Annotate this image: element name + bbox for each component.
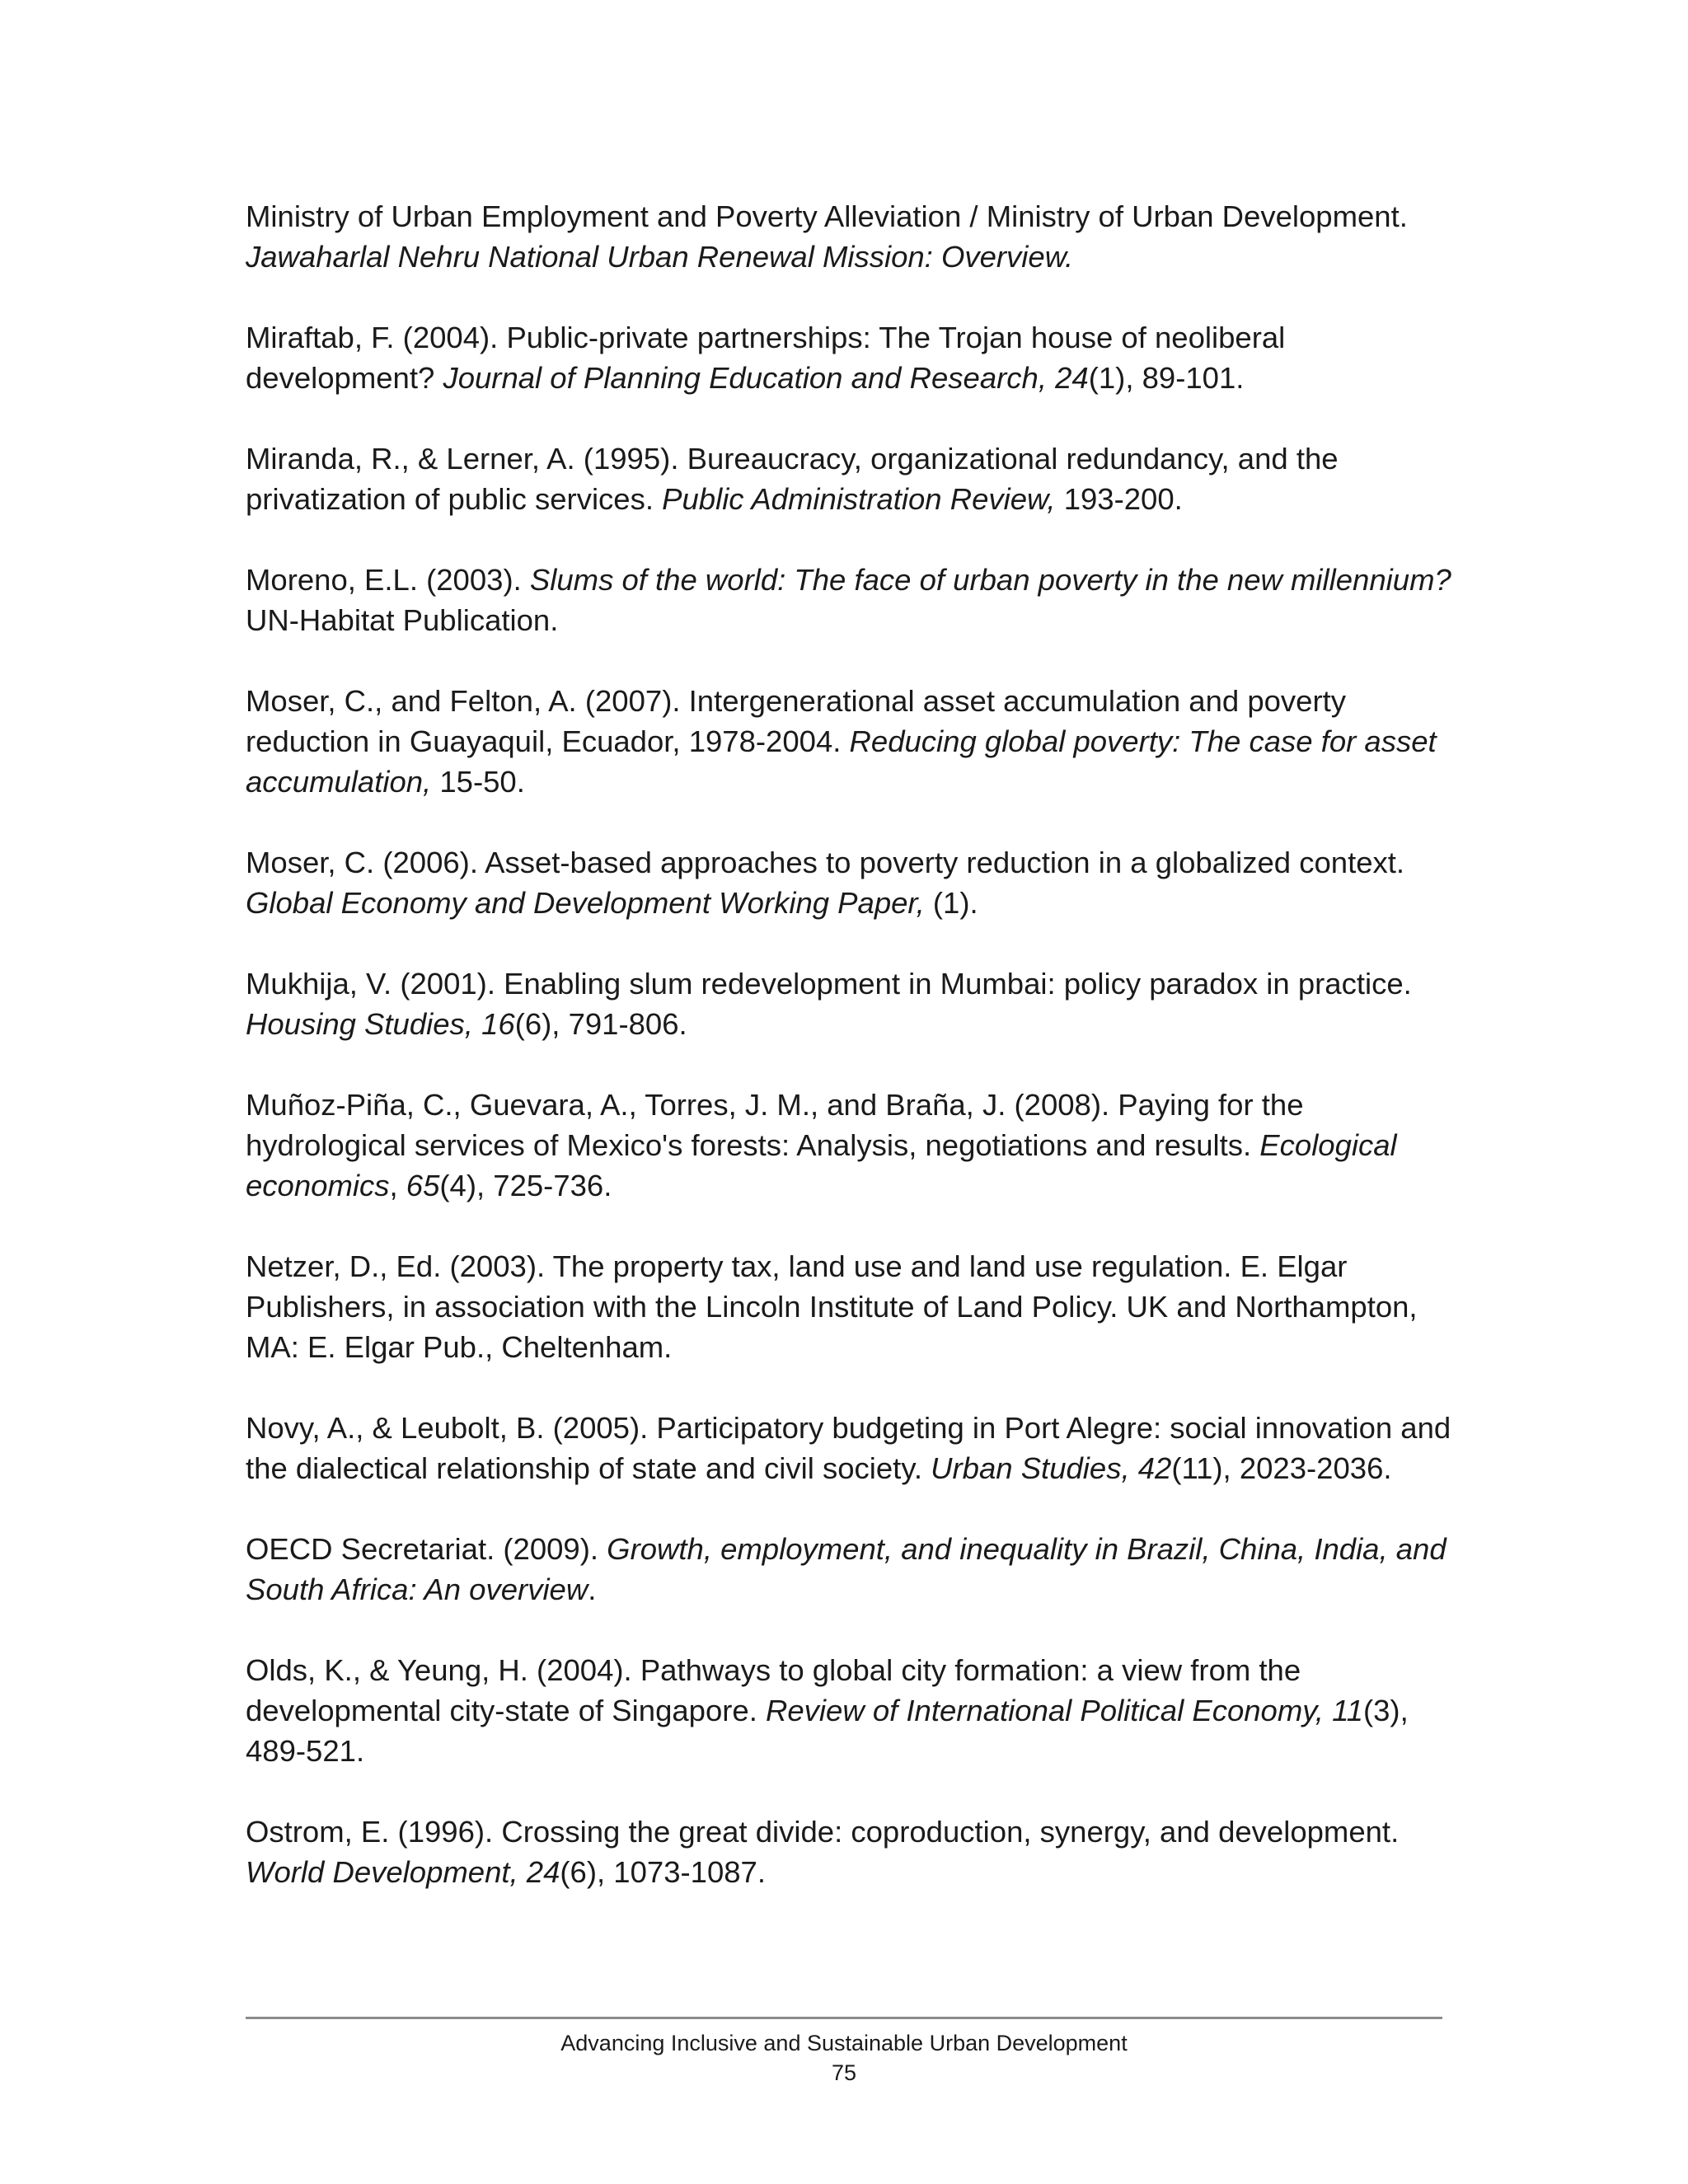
reference-text: (11), 2023-2036. [1171, 1451, 1392, 1485]
reference-text: (1). [924, 886, 978, 920]
reference-list [246, 196, 1465, 1933]
reference-text: (4), 725-736. [439, 1169, 612, 1202]
reference-text: Moreno, E.L. (2003). [246, 563, 530, 597]
reference-italic-text: Slums of the world: The face of urban poverty in the new millennium? [529, 563, 1451, 597]
reference-entry [246, 196, 1465, 277]
page-number: 75 [831, 2060, 857, 2085]
reference-entry [246, 1811, 1465, 1892]
reference-italic-text: Ecological economics [246, 1128, 1397, 1202]
reference-text: , [389, 1169, 406, 1202]
reference-italic-text: Review of International Political Economy, 11 [766, 1694, 1363, 1727]
reference-italic-text: Public Administration Review, [662, 482, 1056, 516]
reference-text: Ministry of Urban Employment and Poverty Alleviation / Ministry of Urban Development. [246, 199, 1408, 233]
reference-italic-text: Jawaharlal Nehru National Urban Renewal Mission: Overview. [246, 240, 1074, 274]
reference-italic-text: Urban Studies, 42 [931, 1451, 1172, 1485]
footer-title: Advancing Inclusive and Sustainable Urban Development [560, 2031, 1128, 2055]
reference-text: (1), 89-101. [1088, 361, 1245, 395]
reference-entry [246, 317, 1465, 398]
reference-text: Olds, K., & Yeung, H. (2004). Pathways to global city formation: a view from the developmental city-state of Singapore. [246, 1653, 1301, 1727]
reference-italic-text: Reducing global poverty: The case for asset accumulation, [246, 724, 1437, 799]
reference-entry [246, 1529, 1465, 1610]
reference-entry [246, 438, 1465, 519]
reference-text: . [588, 1572, 597, 1606]
reference-entry [246, 842, 1465, 923]
reference-italic-text: Housing Studies, 16 [246, 1007, 515, 1041]
reference-italic-text: 65 [406, 1169, 440, 1202]
reference-text: (6), 791-806. [514, 1007, 687, 1041]
reference-italic-text: Global Economy and Development Working Paper, [246, 886, 925, 920]
reference-text: OECD Secretariat. (2009). [246, 1532, 607, 1566]
reference-text: Mukhija, V. (2001). Enabling slum redevelopment in Mumbai: policy paradox in practice. [246, 967, 1412, 1001]
reference-text: Ostrom, E. (1996). Crossing the great divide: coproduction, synergy, and development. [246, 1815, 1400, 1849]
reference-entry [246, 560, 1465, 640]
reference-italic-text: Growth, employment, and inequality in Brazil, China, India, and South Africa: An overview [246, 1532, 1447, 1606]
reference-text: UN-Habitat Publication. [246, 603, 559, 637]
reference-text: 193-200. [1055, 482, 1183, 516]
reference-text: Miranda, R., & Lerner, A. (1995). Bureaucracy, organizational redundancy, and the privatization of public services. [246, 442, 1339, 516]
reference-text: 15-50. [431, 765, 525, 799]
reference-text: Moser, C., and Felton, A. (2007). Intergenerational asset accumulation and poverty reduction in Guayaquil, Ecuador, 1978-2004. [246, 684, 1347, 758]
reference-entry [246, 1246, 1465, 1367]
reference-entry [246, 1085, 1465, 1206]
reference-entry [246, 963, 1465, 1044]
reference-text: (6), 1073-1087. [560, 1855, 766, 1889]
reference-text: (3), 489-521. [246, 1694, 1409, 1768]
reference-text: Novy, A., & Leubolt, B. (2005). Participatory budgeting in Port Alegre: social innovation and the dialectical relationship of state and civil society. [246, 1411, 1451, 1485]
reference-italic-text: Journal of Planning Education and Research, 24 [443, 361, 1089, 395]
reference-text: Miraftab, F. (2004). Public-private partnerships: The Trojan house of neoliberal development? [246, 321, 1286, 395]
reference-italic-text: World Development, 24 [246, 1855, 560, 1889]
reference-text: Moser, C. (2006). Asset-based approaches to poverty reduction in a globalized context. [246, 846, 1405, 879]
footer-divider [246, 2017, 1442, 2019]
reference-entry [246, 681, 1465, 802]
reference-entry [246, 1650, 1465, 1771]
reference-entry [246, 1408, 1465, 1488]
reference-text: Netzer, D., Ed. (2003). The property tax, land use and land use regulation. E. Elgar Publishers, in association with the Lincoln Institute of Land Policy. UK and Northampton, MA: E. Elgar Pub., Cheltenham. [246, 1249, 1418, 1364]
reference-text: Muñoz-Piña, C., Guevara, A., Torres, J. M., and Braña, J. (2008). Paying for the hydrological services of Mexico's forests: Analysis, negotiations and results. [246, 1088, 1304, 1162]
